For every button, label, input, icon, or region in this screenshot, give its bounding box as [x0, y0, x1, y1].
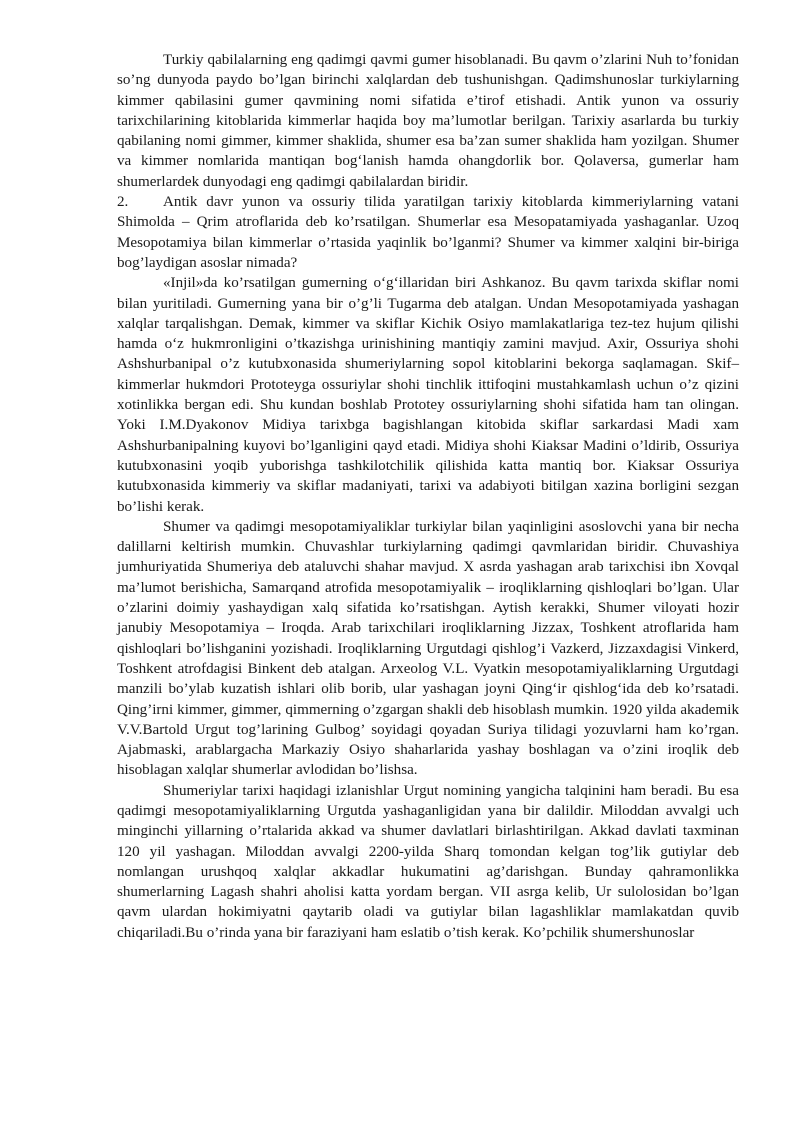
paragraph-urgut-interpretation: Shumeriylar tarixi haqidagi izlanishlar Urgut nomining yangicha talqinini ham beradi. Bu esa qadimgi mesopotamiyaliklarning Urgutda yashaganligidan yana bir dalildir. Miloddan avvalgi uch minginchi yillarning o’rtalarida akkad va shumer davlatlari birlashtirilgan. Akkad davlati taxminan 120 yil yashagan. Miloddan avvalgi 2200-yilda Sharq tomondan kelgan tog’lik gutiylar deb nomlangan urushqoq xalqlar akkadlar hukumatini ag’darishgan. Bunday qahramonlikka shumerlarning Lagash shahri aholisi katta yordam bergan. VII asrga kelib, Ur sulolosidan bo’lgan qavm ulardan hokimiyatni qaytarib oladi va gutiylar bilan lagashliklar mamlakatdan quvib chiqariladi.Bu o’rinda yana bir faraziyani ham eslatib o’tish kerak. Ko’pchilik shumershunoslar: [117, 782, 739, 941]
paragraph-mesopotamian-evidence: Shumer va qadimgi mesopotamiyaliklar turkiylar bilan yaqinligini asoslovchi yana bir necha dalillarni keltirish mumkin. Chuvashlar turkiylarning qadimgi qavmlaridan biridir. Chuvashiya jumhuriyatida Shumeriya deb ataluvchi shahar mavjud. X asrda yashagan arab tarixchisi ibn Xovqal ma’lumot berishicha, Samarqand atrofida mesopotamiyalik – iroqliklarning qishloqlari bo’lgan. Ular o’zlarini doimiy yashaydigan xalq sifatida ko’rsatishgan. Aytish kerakki, Shumer viloyati hozir janubiy Mesopotamiya – Iroqda. Arab tarixchilari iroqliklarning Jizzax, Toshkent atroflarida ham qishloqlari bo’lishganini yozishadi. Iroqliklarning Urgutdagi qishlog’i Vazkerd, Jizzaxdagisi Vinkerd, Toshkent atrofdagisi Binkent deb atalgan. Arxeolog V.L. Vyatkin mesopotamiyaliklarning Urgutdagi manzili bo’ylab kuzatish ishlari olib borib, ular yashagan joyni Qing‘ir qishlog‘ida deb ko’rsatadi. Qing’irni kimmer, gimmer, qimmerning o’zgargan shakli deb hisoblash mumkin. 1920 yilda akademik V.V.Bartold Urgut tog’larining Gulbog’ soyidagi qoyadan Suriya tilidagi yozuvlarni ham ko’rgan. Ajabmaski, arablargacha Markaziy Osiyo shaharlarida yashay boshlagan va o’zini iroqlik deb hisoblagan xalqlar shumerlar avlodidan bo’lishsa.: [117, 518, 739, 779]
paragraph-kimmer-homeland: [117, 192, 739, 273]
paragraph-text: Antik davr yunon va ossuriy tilida yaratilgan tarixiy kitoblarda kimmeriylarning vatani Shimolda – Qrim atroflarida deb ko’rsatilgan. Shumerlar esa Mesopatamiyada yashaganlar. Uzoq Mesopotamiya bilan kimmerlar o’rtasida yaqinlik bo’lganmi? Shumer va kimmer xalqini bir-biriga bog’laydigan asoslar nimada?: [117, 194, 739, 271]
paragraph-injil-ashkanoz: «Injil»da ko’rsatilgan gumerning o‘g‘illaridan biri Ashkanoz. Bu qavm tarixda skiflar nomi bilan yuritiladi. Gumerning yana bir o’g’li Tugarma deb atalgan. Undan Mesopotamiyada yashagan xalqlar tarqalishgan. Demak, kimmer va skiflar Kichik Osiyo mamlakatlariga tez-tez hujum qilishi hamda o‘z hukmronligini o’tkazishga urinishining mantiqiy zamini mavjud. Axir, Ossuriya shohi Ashshurbanipal o’z kutubxonasida shumeriylarning sopol kitoblarini bekorga saqlamagan. Skif–kimmerlar hukmdori Prototeyga ossuriylar shohi tinchlik ittifoqini mustahkamlash uchun o’z qizini xotinlikka bergan edi. Shu kundan boshlab Prototey ossuriylarning shohi sifatida ham tan olingan. Yoki I.M.Dyakonov Midiya tarixbga bagishlangan kitobida skiflar sarkardasi Madi xam Ashshurbanipalning kuyovi bo’lganligini qayd etadi. Midiya shohi Kiaksar Madini o’ldirib, Ossuriya kutubxonasini yoqib yuborishga tashkilotchilik qilishida katta mantiq bor. Kiaksar Ossuriya kutubxonasida kimmeriy va skiflar madaniyati, tarixi va adabiyoti bitilgan xazina borligini sezgan bo’lishi kerak.: [117, 275, 739, 515]
paragraph-number: 2.: [117, 194, 129, 211]
document-body: [117, 50, 739, 943]
paragraph-gumer-origin: Turkiy qabilalarning eng qadimgi qavmi gumer hisoblanadi. Bu qavm o’zlarini Nuh to’fonidan so’ng dunyoda paydo bo’lgan birinchi xalqlardan deb tushunishgan. Qadimshunoslar turkiylarning kimmer qabilasini gumer qavmining nomi sifatida e’tirof etishadi. Antik yunon va ossuriy tarixchilarining kitoblarida kimmerlar haqida boy ma’lumotlar berilgan. Tarixiy asarlarda bu turkiy qabilaning nomi gimmer, kimmer shaklida, shumer esa ba’zan sumer shaklida ham yozilgan. Shumer va kimmer nomlarida mantiqan bog‘lanish hamda ohangdorlik bor. Qolaversa, gumerlar ham shumerlardek dunyodagi eng qadimgi qabilalardan biridir.: [117, 52, 739, 190]
